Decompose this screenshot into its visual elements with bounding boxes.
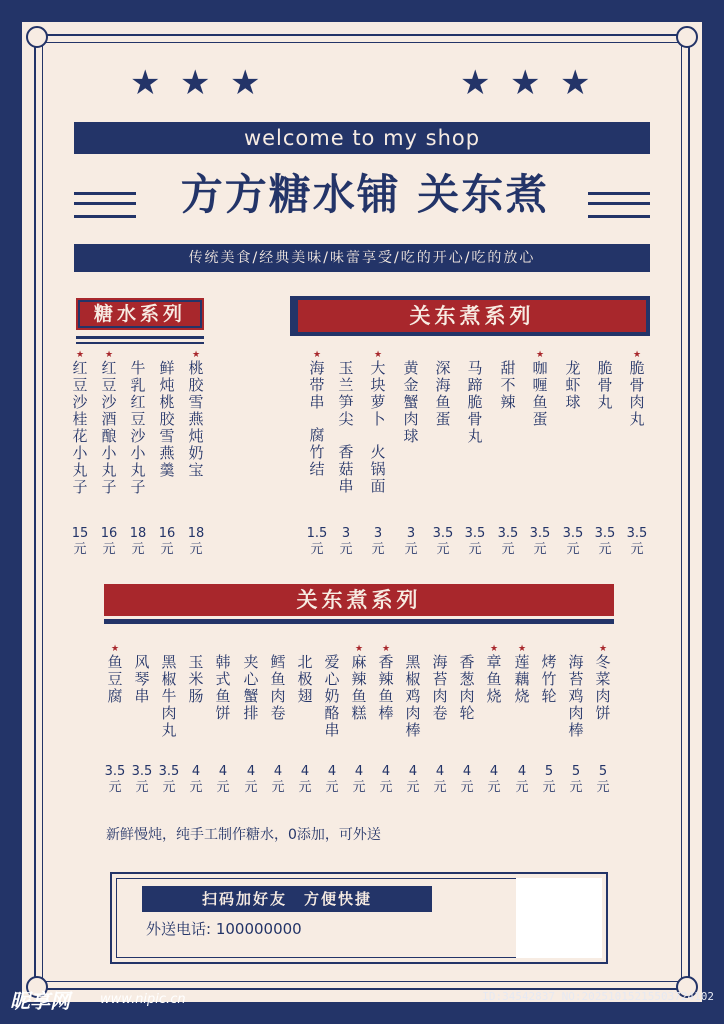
menu-item xyxy=(322,644,342,739)
menu-item-price: 3.5 元 xyxy=(131,764,153,795)
menu-item xyxy=(401,350,421,445)
menu-item-price: 3 元 xyxy=(404,526,418,557)
menu-item xyxy=(563,350,583,411)
star-icon: ★ xyxy=(180,63,211,103)
section-title-guandong-1: 关东煮系列 xyxy=(298,300,646,332)
menu-item-name: 韩式鱼饼 xyxy=(215,653,231,722)
menu-item-name: 烤竹轮 xyxy=(541,653,557,705)
menu-item-name: 红豆沙桂花小丸子 xyxy=(72,359,88,496)
menu-item-name: 鱼豆腐 xyxy=(107,653,123,705)
menu-item-name: 莲藕烧 xyxy=(514,653,530,705)
menu-item-name: 香葱肉轮 xyxy=(459,653,475,722)
shop-title: 方方糖水铺 关东煮 xyxy=(180,170,550,219)
star-icon: ★ xyxy=(535,350,545,360)
menu-item-name-alt: 腐竹结 xyxy=(309,426,325,478)
menu-item-name: 章鱼烧 xyxy=(486,653,502,705)
menu-item-price: 4 元 xyxy=(406,764,420,795)
menu-item xyxy=(368,350,388,495)
menu-item-price: 4 元 xyxy=(244,764,258,795)
menu-item-name: 大块萝卜 xyxy=(370,359,386,428)
menu-item-price: 4 元 xyxy=(460,764,474,795)
qr-code-placeholder xyxy=(516,878,602,958)
menu-item xyxy=(128,350,148,496)
menu-item xyxy=(566,644,586,739)
star-icon: ★ xyxy=(104,350,114,360)
menu-item-price: 3.5 元 xyxy=(497,526,519,557)
menu-item-price: 3.5 元 xyxy=(529,526,551,557)
menu-item-price: 15 元 xyxy=(71,526,89,557)
menu-item-price: 5 元 xyxy=(542,764,556,795)
menu-item-name: 脆骨肉丸 xyxy=(629,359,645,428)
star-icon: ★ xyxy=(230,63,261,103)
menu-item-price: 4 元 xyxy=(379,764,393,795)
menu-item-name: 北极翅 xyxy=(297,653,313,705)
menu-item-name: 玉兰笋尖 xyxy=(338,359,354,428)
star-icon: ★ xyxy=(130,63,161,103)
menu-item-name: 咖喱鱼蛋 xyxy=(532,359,548,428)
menu-item-price: 3 元 xyxy=(339,526,353,557)
star-icon: ★ xyxy=(354,644,364,654)
menu-item-name: 深海鱼蛋 xyxy=(435,359,451,428)
menu-item xyxy=(433,350,453,428)
menu-item-price: 3 元 xyxy=(371,526,385,557)
star-icon: ★ xyxy=(560,63,591,103)
menu-item-name: 马蹄脆骨丸 xyxy=(467,359,483,445)
decor-lines-right xyxy=(588,192,650,218)
watermark-url: www.nipic.cn xyxy=(100,992,186,1007)
menu-item xyxy=(457,644,477,722)
menu-item xyxy=(295,644,315,705)
menu-item-name: 黑椒牛肉丸 xyxy=(161,653,177,739)
section-title-guandong-2: 关东煮系列 xyxy=(104,584,614,616)
star-icon: ★ xyxy=(381,644,391,654)
menu-item xyxy=(595,350,615,411)
menu-item xyxy=(268,644,288,722)
star-icon: ★ xyxy=(110,644,120,654)
decor-lines-left xyxy=(74,192,136,218)
menu-item-price: 5 元 xyxy=(596,764,610,795)
menu-item-price: 1.5 元 xyxy=(306,526,328,557)
menu-item-price: 3.5 元 xyxy=(464,526,486,557)
menu-item-name: 黑椒鸡肉棒 xyxy=(405,653,421,739)
star-icon: ★ xyxy=(517,644,527,654)
menu-item-price: 4 元 xyxy=(515,764,529,795)
menu-item xyxy=(186,644,206,705)
menu-item-price: 4 元 xyxy=(216,764,230,795)
menu-item-price: 16 元 xyxy=(158,526,176,557)
menu-item xyxy=(484,644,504,705)
menu-item-name: 桃胶雪燕炖奶宝 xyxy=(188,359,204,479)
menu-item-price: 4 元 xyxy=(433,764,447,795)
corner-ornament xyxy=(676,26,698,48)
menu-item-price: 16 元 xyxy=(100,526,118,557)
menu-item xyxy=(186,350,206,479)
star-icon: ★ xyxy=(75,350,85,360)
welcome-banner: welcome to my shop xyxy=(74,122,650,154)
menu-item-price: 18 元 xyxy=(129,526,147,557)
menu-item xyxy=(241,644,261,722)
menu-item-price: 4 元 xyxy=(298,764,312,795)
watermark-id: ID:34542837 NO:20251015215503724102 xyxy=(482,990,714,1003)
menu-item-name: 红豆沙酒酿小丸子 xyxy=(101,359,117,496)
footer-note: 新鲜慢炖，纯手工制作糖水，0添加，可外送 xyxy=(106,827,381,843)
menu-item-name: 黄金蟹肉球 xyxy=(403,359,419,445)
menu-item-price: 3.5 元 xyxy=(158,764,180,795)
menu-item-price: 4 元 xyxy=(271,764,285,795)
menu-item-name: 夹心蟹排 xyxy=(243,653,259,722)
menu-item xyxy=(430,644,450,722)
scan-banner: 扫码加好友 方便快捷 xyxy=(142,886,432,912)
menu-item-name: 鲜炖桃胶雪燕羹 xyxy=(159,359,175,479)
menu-item-price: 3.5 元 xyxy=(594,526,616,557)
menu-item-name: 麻辣鱼糕 xyxy=(351,653,367,722)
menu-item xyxy=(99,350,119,496)
menu-item xyxy=(512,644,532,705)
menu-item-name: 玉米肠 xyxy=(188,653,204,705)
star-icon: ★ xyxy=(373,350,383,360)
menu-item xyxy=(105,644,125,705)
menu-item xyxy=(349,644,369,722)
menu-item xyxy=(498,350,518,411)
star-icon: ★ xyxy=(312,350,322,360)
star-icon: ★ xyxy=(598,644,608,654)
menu-item-name: 甜不辣 xyxy=(500,359,516,411)
menu-item xyxy=(593,644,613,722)
menu-item xyxy=(627,350,647,428)
menu-item-price: 3.5 元 xyxy=(432,526,454,557)
menu-item-name: 海苔肉卷 xyxy=(432,653,448,722)
menu-item xyxy=(132,644,152,705)
slogan-banner: 传统美食/经典美味/味蕾享受/吃的开心/吃的放心 xyxy=(74,244,650,272)
corner-ornament xyxy=(26,26,48,48)
menu-item xyxy=(403,644,423,739)
delivery-phone: 外送电话: 100000000 xyxy=(146,920,302,938)
menu-item xyxy=(70,350,90,496)
menu-item xyxy=(376,644,396,722)
menu-item-price: 5 元 xyxy=(569,764,583,795)
section-underline xyxy=(76,342,204,344)
menu-item-price: 4 元 xyxy=(325,764,339,795)
menu-item xyxy=(539,644,559,705)
menu-item xyxy=(307,350,327,478)
menu-item xyxy=(336,350,356,495)
menu-item-price: 4 元 xyxy=(352,764,366,795)
menu-item-name: 风琴串 xyxy=(134,653,150,705)
menu-item-name: 龙虾球 xyxy=(565,359,581,411)
menu-item-price: 18 元 xyxy=(187,526,205,557)
star-icon: ★ xyxy=(632,350,642,360)
menu-item xyxy=(213,644,233,722)
menu-item xyxy=(157,350,177,479)
menu-item-price: 3.5 元 xyxy=(626,526,648,557)
star-icon: ★ xyxy=(489,644,499,654)
menu-item-name: 牛乳红豆沙小丸子 xyxy=(130,359,146,496)
menu-item xyxy=(159,644,179,739)
menu-item-price: 3.5 元 xyxy=(104,764,126,795)
menu-item-price: 4 元 xyxy=(189,764,203,795)
watermark-logo: 昵享网 xyxy=(10,989,70,1013)
star-icon: ★ xyxy=(191,350,201,360)
section-underline xyxy=(76,336,204,339)
menu-item-name-alt: 香菇串 xyxy=(338,443,354,495)
menu-item xyxy=(530,350,550,428)
menu-item-name: 香辣鱼棒 xyxy=(378,653,394,722)
menu-item-name: 爱心奶酪串 xyxy=(324,653,340,739)
menu-item-name: 海苔鸡肉棒 xyxy=(568,653,584,739)
star-icon: ★ xyxy=(510,63,541,103)
menu-item xyxy=(465,350,485,445)
menu-item-price: 3.5 元 xyxy=(562,526,584,557)
menu-item-name: 鳕鱼肉卷 xyxy=(270,653,286,722)
star-icon: ★ xyxy=(460,63,491,103)
menu-item-name: 冬菜肉饼 xyxy=(595,653,611,722)
menu-item-name: 海带串 xyxy=(309,359,325,411)
menu-item-price: 4 元 xyxy=(487,764,501,795)
menu-item-name: 脆骨丸 xyxy=(597,359,613,411)
menu-item-name-alt: 火锅面 xyxy=(370,443,386,495)
section-title-tangshui: 糖水系列 xyxy=(76,298,204,330)
section-underline xyxy=(104,619,614,624)
